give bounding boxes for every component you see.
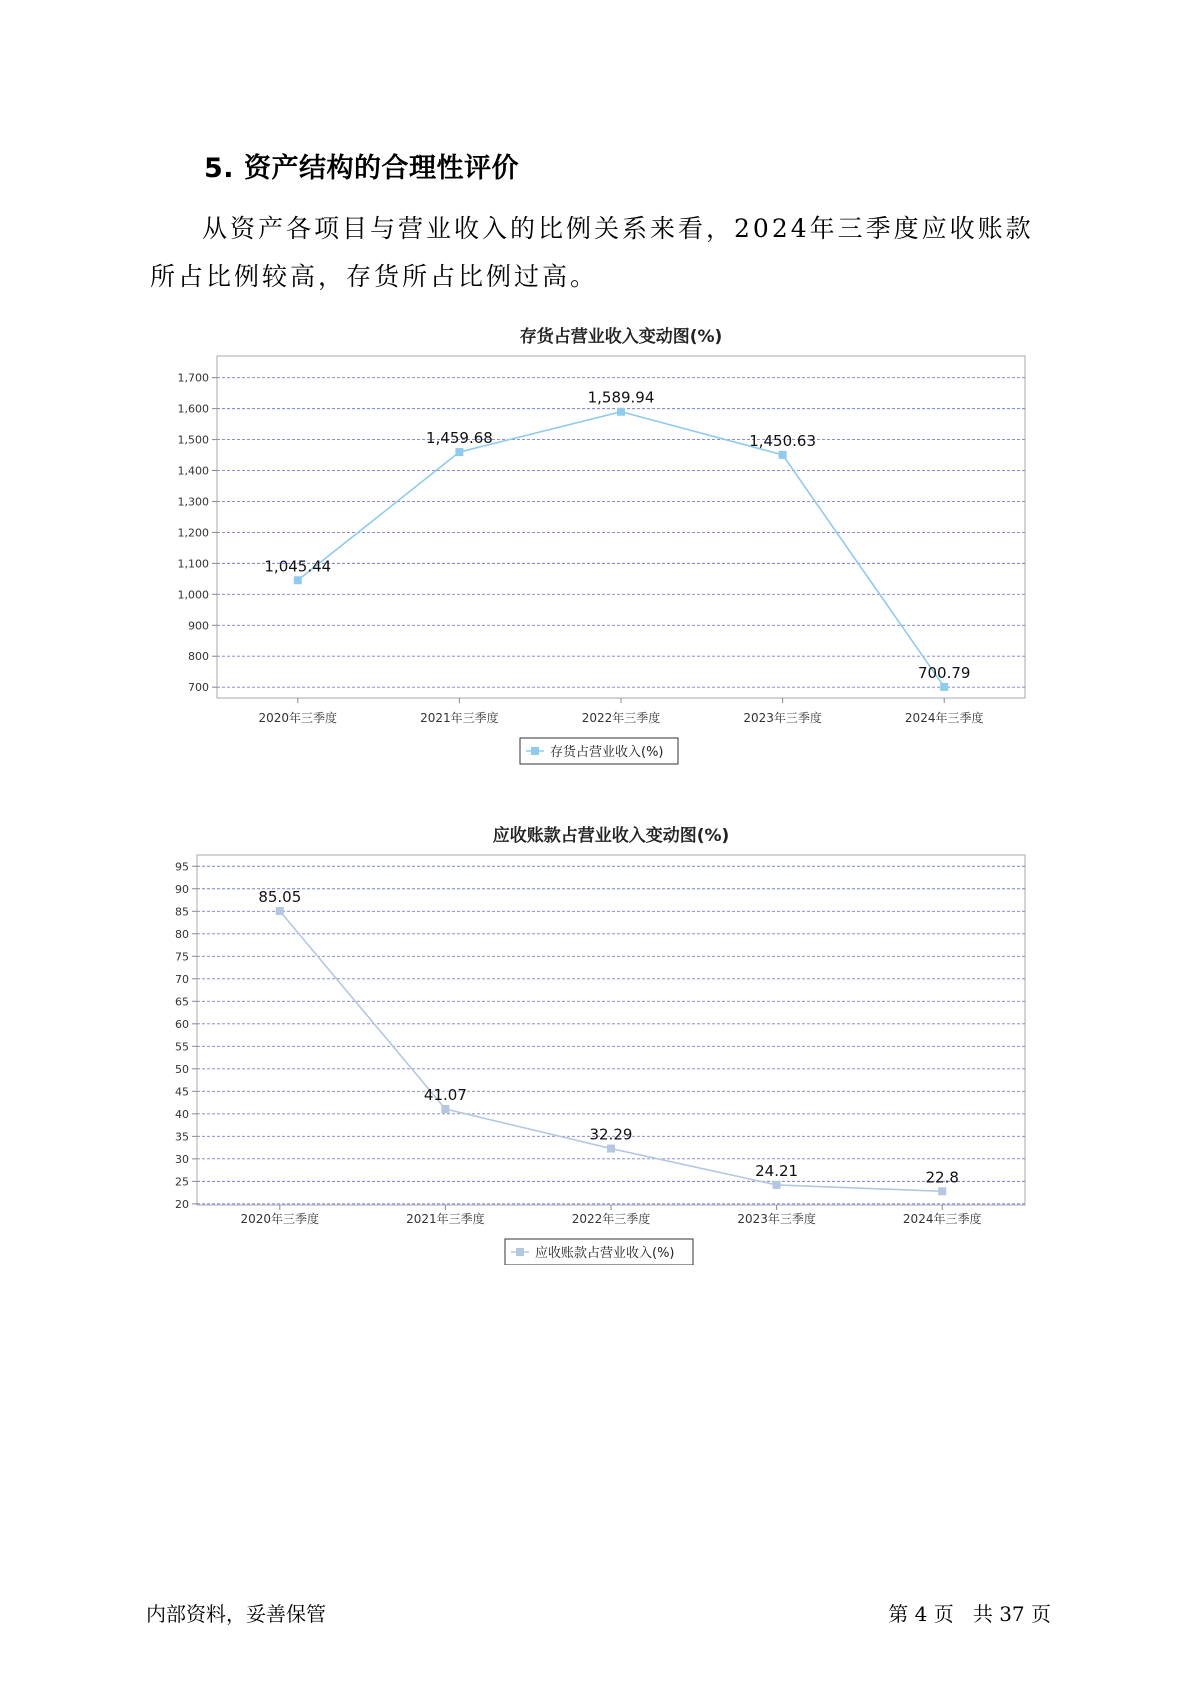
inv-xtick-label: 2021年三季度 [420,711,499,725]
ar-ytick-label: 25 [175,1175,189,1189]
inv-ytick-label: 1,100 [177,557,209,571]
inv-ytick-label: 1,600 [177,402,209,416]
ar-ytick-label: 65 [175,995,189,1009]
paragraph-text: 从资产各项目与营业收入的比例关系来看，2024年三季度应收账款所占比例较高，存货所占比例过高。 [150,214,1034,291]
ar-ytick-label: 80 [175,927,189,941]
ar-xtick-label: 2021年三季度 [406,1212,485,1226]
ar-legend-label: 应收账款占营业收入(%) [535,1246,675,1261]
inv-plot-area [217,356,1025,698]
inv-ytick-label: 1,200 [177,526,209,540]
inv-data-label: 1,045.44 [264,557,332,576]
ar-ytick-label: 90 [175,882,189,896]
page-label: 第 [888,1602,909,1626]
inv-xtick-label: 2020年三季度 [258,711,338,725]
inv-data-label: 1,589.94 [587,388,655,407]
ar-ytick-label: 45 [175,1085,189,1099]
receivables-chart [0,815,1191,1265]
ar-ytick-label: 20 [175,1197,189,1211]
inv-xtick-label: 2024年三季度 [904,711,984,725]
footer-left: 内部资料，妥善保管 [146,1602,326,1626]
ar-data-label: 22.8 [925,1168,959,1187]
ar-data-label: 24.21 [755,1161,799,1180]
ar-xtick-label: 2024年三季度 [902,1212,982,1226]
ar-data-point [773,1181,781,1189]
ar-ytick-label: 70 [175,972,189,986]
inv-ytick-label: 1,700 [177,371,209,385]
ar-xtick-label: 2023年三季度 [737,1212,816,1226]
inv-data-point [617,408,625,416]
ar-ytick-label: 35 [175,1130,189,1144]
ar-ytick-label: 95 [175,860,189,874]
inv-xtick-label: 2023年三季度 [743,711,822,725]
inv-data-label: 700.79 [917,663,971,682]
receivables-chart-svg [0,815,1191,1265]
footer-right [888,1598,1051,1627]
inv-data-label: 1,450.63 [749,431,816,450]
inv-legend-marker [531,747,539,755]
inv-ytick-label: 1,400 [177,464,209,478]
inv-xtick-label: 2022年三季度 [581,711,661,725]
inv-data-point [940,683,948,691]
ar-data-point [938,1187,946,1195]
total-unit: 页 [1031,1602,1051,1626]
inv-data-point [455,448,463,456]
ar-xtick-label: 2020年三季度 [240,1212,320,1226]
ar-data-point [276,907,284,915]
inv-data-label: 1,459.68 [426,429,493,448]
ar-data-label: 41.07 [423,1086,467,1105]
inv-ytick-label: 1,500 [177,433,209,447]
page-heading: 5. 资产结构的合理性评价 [204,153,519,184]
inv-chart-title: 存货占营业收入变动图(%) [519,327,723,347]
inv-ytick-label: 800 [188,650,209,664]
ar-ytick-label: 30 [175,1152,189,1166]
inv-legend-label: 存货占营业收入(%) [550,745,664,760]
ar-chart-title: 应收账款占营业收入变动图(%) [492,826,730,846]
ar-data-point [607,1145,615,1153]
ar-ytick-label: 60 [175,1017,189,1031]
inventory-chart-svg [0,320,1191,770]
ar-xtick-label: 2022年三季度 [571,1212,651,1226]
inventory-chart [0,320,1191,770]
total-pages: 37 [999,1602,1025,1626]
inv-data-point [779,451,787,459]
page-unit: 页 [933,1602,954,1626]
ar-ytick-label: 75 [175,950,189,964]
ar-ytick-label: 55 [175,1040,189,1054]
inv-ytick-label: 1,300 [177,495,209,509]
inv-data-point [294,576,302,584]
total-label: 共 [972,1602,993,1626]
ar-ytick-label: 85 [175,905,189,919]
ar-ytick-label: 40 [175,1107,189,1121]
paragraph [150,205,1050,301]
inv-ytick-label: 1,000 [177,588,209,602]
page-number: 4 [914,1602,928,1626]
ar-legend-marker [516,1248,524,1256]
inv-ytick-label: 900 [188,619,209,633]
ar-data-label: 85.05 [258,888,302,907]
ar-data-label: 32.29 [589,1125,633,1144]
inv-ytick-label: 700 [188,681,209,695]
ar-ytick-label: 50 [175,1062,189,1076]
ar-data-point [441,1105,449,1113]
